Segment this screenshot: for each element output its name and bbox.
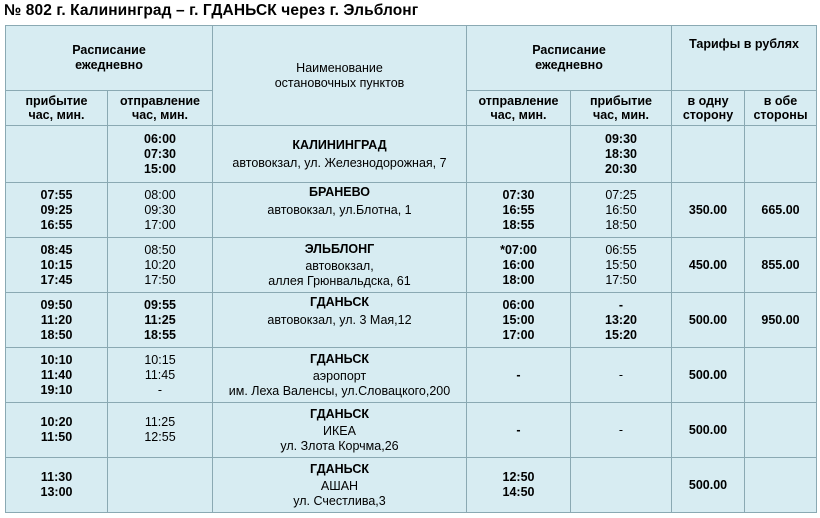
- departure-right-cell: *07:00 16:00 18:00: [467, 238, 571, 293]
- departure-left-cell: 06:00 07:30 15:00: [108, 126, 213, 183]
- arrival-right-cell: - 13:20 15:20: [571, 293, 672, 348]
- fare-both-ways: [745, 348, 817, 403]
- station-address: аэропорт им. Леха Валенсы, ул.Словацкого,200: [228, 368, 451, 398]
- departure-left-cell: 11:25 12:55: [108, 403, 213, 458]
- fare-both-ways: 855.00: [745, 238, 817, 293]
- table-row: [6, 458, 817, 513]
- table-row: [6, 348, 817, 403]
- fare-both-ways: [745, 126, 817, 183]
- arrival-left-cell: [6, 126, 108, 183]
- station-cell: [213, 348, 467, 403]
- station-name: ГДАНЬСК: [309, 461, 370, 476]
- arrival-right-cell: -: [571, 403, 672, 458]
- table-row: [6, 403, 817, 458]
- fare-one-way: 500.00: [672, 458, 745, 513]
- departure-left-cell: [108, 458, 213, 513]
- arrival-right-cell: [571, 458, 672, 513]
- fare-both-ways: 665.00: [745, 183, 817, 238]
- station-cell: [213, 293, 467, 348]
- header-stops: Наименование остановочных пунктов: [213, 26, 467, 126]
- fare-one-way: 500.00: [672, 403, 745, 458]
- departure-right-cell: 07:30 16:55 18:55: [467, 183, 571, 238]
- header-departure-right: отправление час, мин.: [467, 91, 571, 126]
- departure-right-cell: -: [467, 348, 571, 403]
- fare-one-way: 350.00: [672, 183, 745, 238]
- arrival-left-cell: 09:50 11:20 18:50: [6, 293, 108, 348]
- arrival-right-cell: 07:25 16:50 18:50: [571, 183, 672, 238]
- header-arrival-left: прибытие час, мин.: [6, 91, 108, 126]
- header-arrival-right: прибытие час, мин.: [571, 91, 672, 126]
- fare-both-ways: 950.00: [745, 293, 817, 348]
- station-address: АШАН ул. Счестлива,3: [293, 478, 386, 508]
- arrival-left-cell: 10:20 11:50: [6, 403, 108, 458]
- fare-one-way: 500.00: [672, 348, 745, 403]
- fare-both-ways: [745, 458, 817, 513]
- station-address: автовокзал, аллея Грюнвальдска, 61: [268, 258, 411, 288]
- fare-one-way: 500.00: [672, 293, 745, 348]
- station-name: ГДАНЬСК: [309, 351, 370, 366]
- station-address: автовокзал, ул. 3 Мая,12: [267, 313, 412, 327]
- fare-one-way: 450.00: [672, 238, 745, 293]
- station-cell: [213, 183, 467, 238]
- station-name: КАЛИНИНГРАД: [292, 137, 387, 152]
- station-cell: [213, 126, 467, 183]
- fare-both-ways: [745, 403, 817, 458]
- table-row: [6, 183, 817, 238]
- station-address: автовокзал, ул. Железнодорожная, 7: [232, 155, 447, 170]
- departure-right-cell: 12:50 14:50: [467, 458, 571, 513]
- arrival-left-cell: 07:55 09:25 16:55: [6, 183, 108, 238]
- station-name: ЭЛЬБЛОНГ: [304, 241, 375, 256]
- header-schedule-right: Расписание ежедневно: [467, 26, 672, 91]
- departure-left-cell: 08:00 09:30 17:00: [108, 183, 213, 238]
- header-both-ways: в обе стороны: [745, 91, 817, 126]
- departure-left-cell: 09:55 11:25 18:55: [108, 293, 213, 348]
- header-schedule-left: Расписание ежедневно: [6, 26, 213, 91]
- page-title: № 802 г. Калининград – г. ГДАНЬСК через г. Эльблонг: [4, 2, 419, 19]
- station-address: ИКЕА ул. Злота Корчма,26: [280, 423, 399, 453]
- station-name: ГДАНЬСК: [309, 406, 370, 421]
- table-row: [6, 238, 817, 293]
- departure-right-cell: [467, 126, 571, 183]
- station-address: автовокзал, ул.Блотна, 1: [267, 203, 412, 217]
- arrival-right-cell: -: [571, 348, 672, 403]
- schedule-table: [5, 25, 817, 513]
- departure-right-cell: -: [467, 403, 571, 458]
- header-tariffs: Тарифы в рублях: [672, 26, 817, 91]
- station-cell: [213, 238, 467, 293]
- departure-right-cell: 06:00 15:00 17:00: [467, 293, 571, 348]
- station-cell: [213, 458, 467, 513]
- arrival-left-cell: 08:45 10:15 17:45: [6, 238, 108, 293]
- fare-one-way: [672, 126, 745, 183]
- station-name: БРАНЕВО: [308, 185, 371, 199]
- table-row: [6, 293, 817, 348]
- departure-left-cell: 10:15 11:45 -: [108, 348, 213, 403]
- header-one-way: в одну сторону: [672, 91, 745, 126]
- table-row: [6, 126, 817, 183]
- departure-left-cell: 08:50 10:20 17:50: [108, 238, 213, 293]
- arrival-left-cell: 10:10 11:40 19:10: [6, 348, 108, 403]
- arrival-left-cell: 11:30 13:00: [6, 458, 108, 513]
- station-name: ГДАНЬСК: [309, 295, 370, 309]
- arrival-right-cell: 09:30 18:30 20:30: [571, 126, 672, 183]
- station-cell: [213, 403, 467, 458]
- header-departure-left: отправление час, мин.: [108, 91, 213, 126]
- arrival-right-cell: 06:55 15:50 17:50: [571, 238, 672, 293]
